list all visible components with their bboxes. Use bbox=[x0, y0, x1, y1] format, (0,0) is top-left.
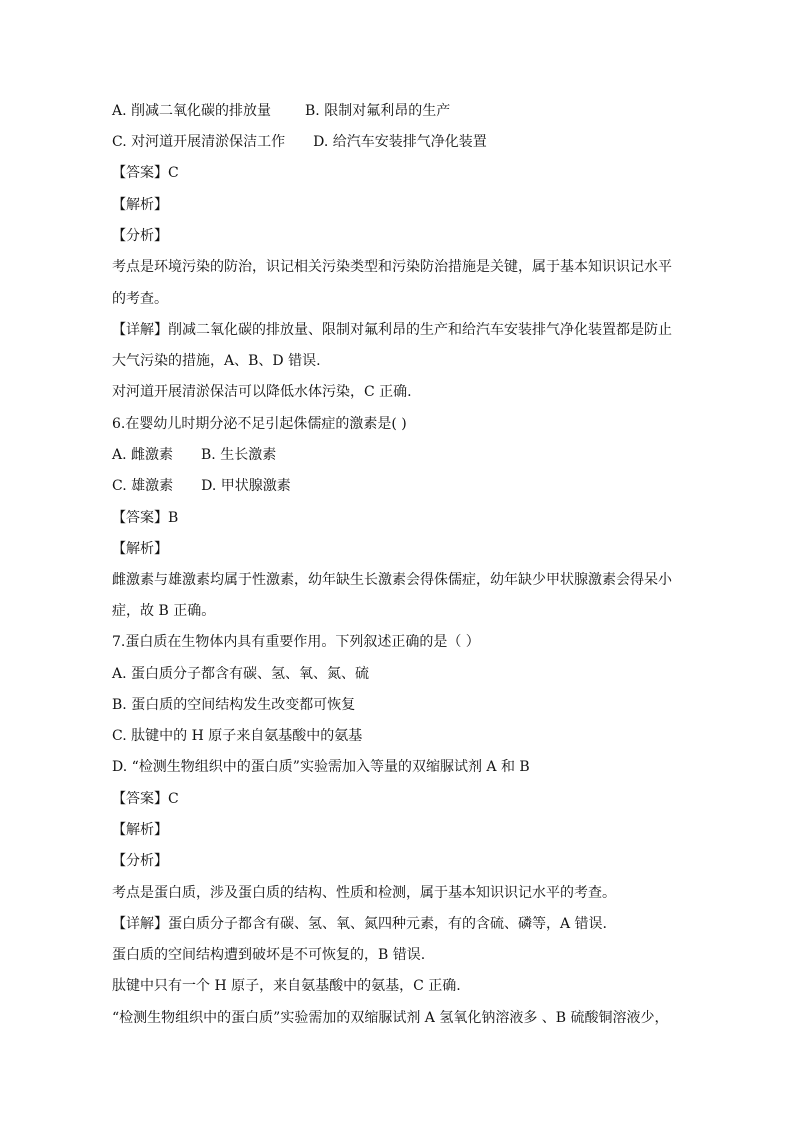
q5-options-row-1 bbox=[112, 102, 450, 120]
q6-option-d: D. 甲状腺激素 bbox=[201, 478, 291, 494]
q7-fenxi-line-1: 考点是蛋白质，涉及蛋白质的结构、性质和检测，属于基本知识识记水平的考查。 bbox=[112, 885, 616, 901]
q5-option-c: C. 对河道开展清淤保洁工作 bbox=[112, 134, 286, 150]
q7-detail-line-4: “检测生物组织中的蛋白质”实验需加的双缩脲试剂 A 氢氧化钠溶液多 、B 硫酸铜溶液少， bbox=[112, 1010, 669, 1026]
q6-option-b: B. 生长激素 bbox=[201, 447, 277, 463]
q6-options-row-1 bbox=[112, 446, 276, 464]
q5-analysis-title: 【解析】 bbox=[112, 197, 168, 213]
q5-detail-line-2: 大气污染的措施，A、B、D 错误. bbox=[112, 353, 321, 369]
q5-option-b: B. 限制对氟利昂的生产 bbox=[305, 103, 451, 119]
q7-detail-line-2: 蛋白质的空间结构遭到破坏是不可恢复的，B 错误. bbox=[112, 947, 426, 963]
q7-option-b: B. 蛋白质的空间结构发生改变都可恢复 bbox=[112, 697, 356, 713]
q6-stem: 6.在婴幼儿时期分泌不足引起侏儒症的激素是( ) bbox=[112, 416, 407, 432]
q6-option-c: C. 雄激素 bbox=[112, 478, 174, 494]
q7-detail-line-3: 肽键中只有一个 H 原子，来自氨基酸中的氨基，C 正确. bbox=[112, 978, 461, 994]
q7-option-a: A. 蛋白质分子都含有碳、氢、氧、氮、硫 bbox=[112, 666, 370, 682]
q6-options-row-2 bbox=[112, 477, 291, 495]
q7-analysis-title: 【解析】 bbox=[112, 822, 168, 838]
q5-option-d: D. 给汽车安装排气净化装置 bbox=[313, 134, 487, 150]
q6-explanation-line-2: 症，故 B 正确。 bbox=[112, 603, 216, 619]
q7-answer: 【答案】C bbox=[112, 791, 179, 807]
q5-fenxi-line-2: 的考查。 bbox=[112, 291, 168, 307]
q7-detail-line-1: 【详解】蛋白质分子都含有碳、氢、氧、氮四种元素，有的含硫、磷等，A 错误. bbox=[112, 916, 608, 932]
q5-option-a: A. 削减二氧化碳的排放量 bbox=[112, 103, 272, 119]
q5-detail-line-3: 对河道开展清淤保洁可以降低水体污染，C 正确. bbox=[112, 384, 412, 400]
q7-option-d: D. “检测生物组织中的蛋白质”实验需加入等量的双缩脲试剂 A 和 B bbox=[112, 759, 530, 775]
q5-detail-line-1: 【详解】削减二氧化碳的排放量、限制对氟利昂的生产和给汽车安装排气净化装置都是防止 bbox=[112, 322, 672, 338]
q6-option-a: A. 雌激素 bbox=[112, 447, 174, 463]
q5-fenxi-title: 【分析】 bbox=[112, 228, 168, 244]
q6-explanation-line-1: 雌激素与雄激素均属于性激素，幼年缺生长激素会得侏儒症，幼年缺少甲状腺激素会得呆小 bbox=[112, 572, 672, 588]
q6-answer: 【答案】B bbox=[112, 510, 179, 526]
q6-analysis-title: 【解析】 bbox=[112, 541, 168, 557]
q5-options-row-2 bbox=[112, 133, 487, 151]
q5-fenxi-line-1: 考点是环境污染的防治，识记相关污染类型和污染防治措施是关键，属于基本知识识记水平 bbox=[112, 259, 672, 275]
q7-stem: 7.蛋白质在生物体内具有重要作用。下列叙述正确的是（ ） bbox=[112, 634, 480, 650]
q7-option-c: C. 肽键中的 H 原子来自氨基酸中的氨基 bbox=[112, 728, 363, 744]
q7-fenxi-title: 【分析】 bbox=[112, 853, 168, 869]
q5-answer: 【答案】C bbox=[112, 165, 179, 181]
